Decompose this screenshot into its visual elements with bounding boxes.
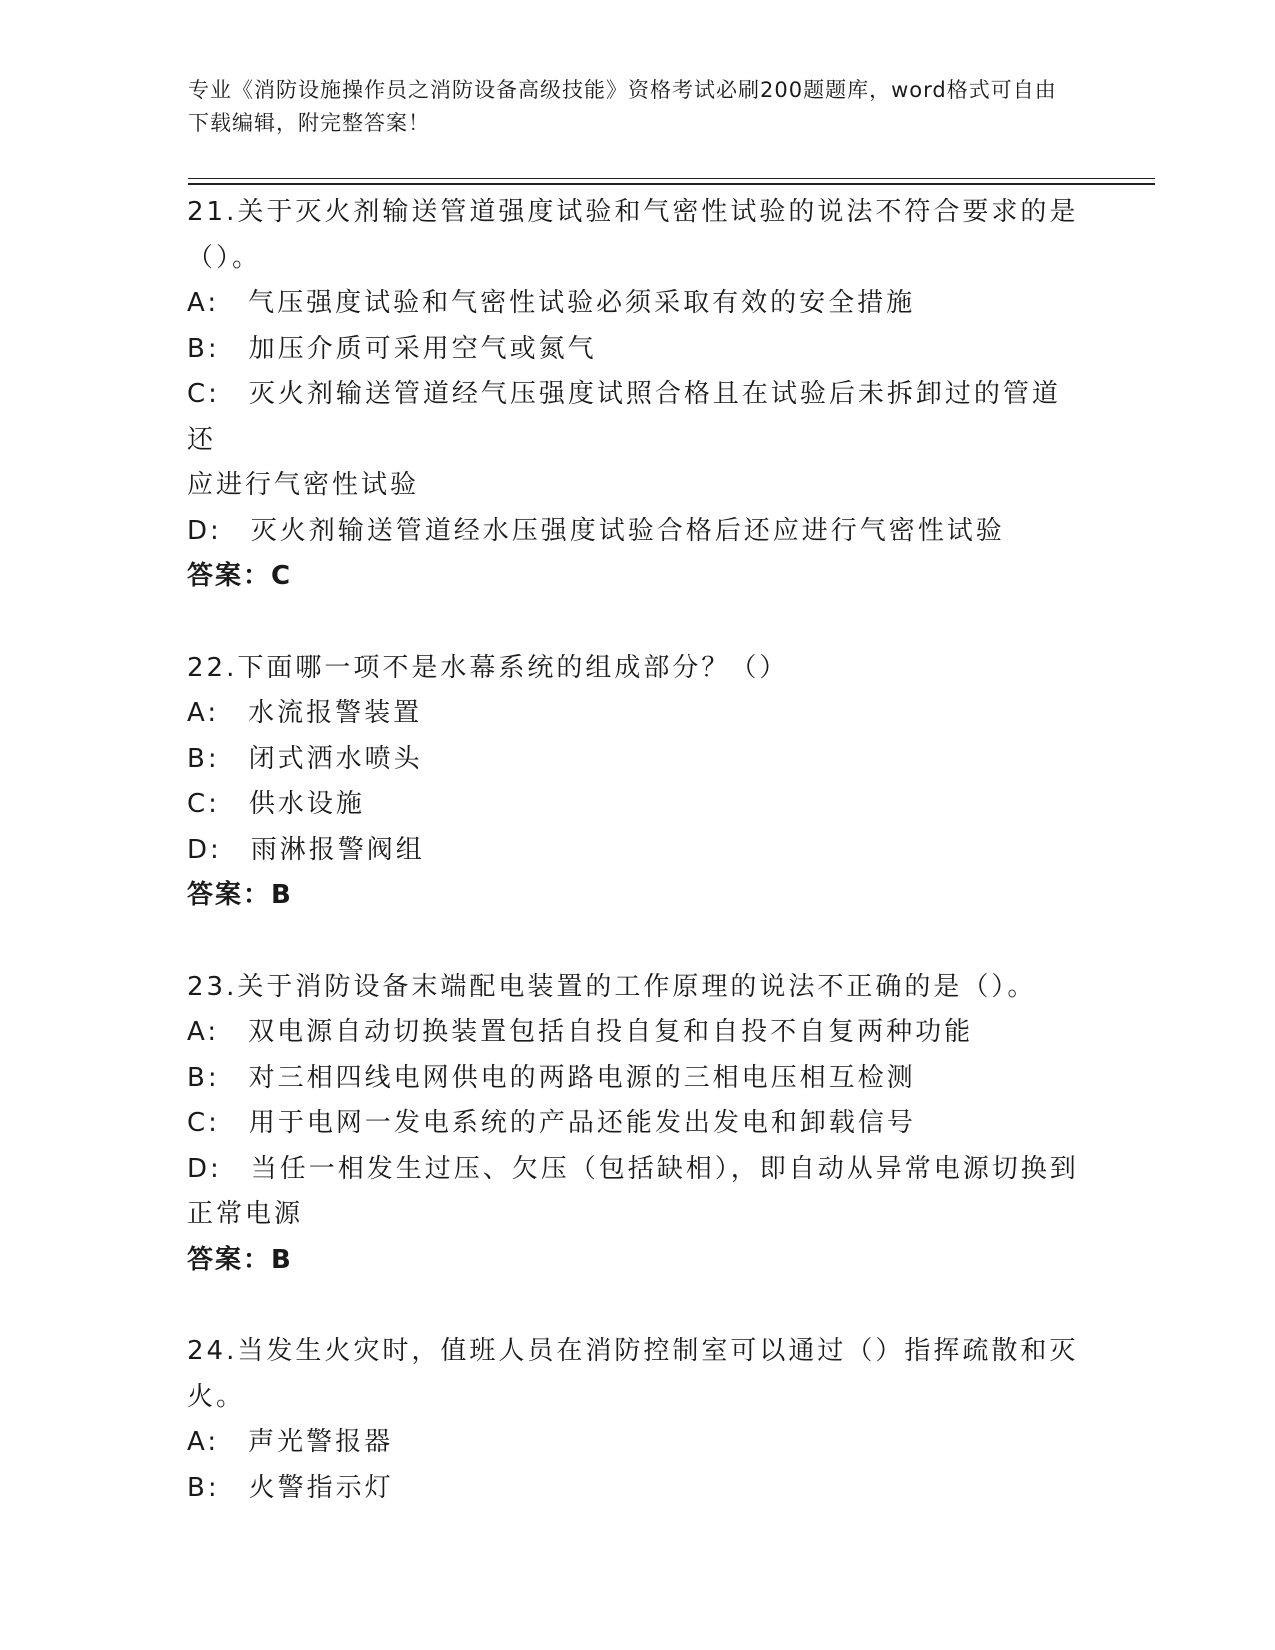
question-stem: 22.下面哪一项不是水幕系统的组成部分？（） bbox=[187, 652, 789, 683]
answer-label: 答案： bbox=[187, 561, 272, 591]
option-a: A: 声光警报器 bbox=[187, 1427, 394, 1457]
option-d: D: 当任一相发生过压、欠压（包括缺相），即自动从异常电源切换到 bbox=[187, 1153, 1079, 1184]
question-stem: 23.关于消防设备末端配电装置的工作原理的说法不正确的是（）。 bbox=[187, 971, 1037, 1002]
question-item bbox=[187, 646, 1087, 919]
option-b: B: 闭式洒水喷头 bbox=[187, 743, 423, 774]
option-d-continued: 正常电源 bbox=[187, 1199, 304, 1229]
question-stem: 21.关于灭火剂输送管道强度试验和气密性试验的说法不符合要求的是 bbox=[187, 197, 1079, 227]
answer-value: B bbox=[271, 880, 293, 910]
header-divider-thin bbox=[188, 178, 1155, 179]
option-d: D: 灭火剂输送管道经水压强度试验合格后还应进行气密性试验 bbox=[187, 515, 1005, 546]
option-c: C: 供水设施 bbox=[187, 789, 365, 819]
question-stem: （）。 bbox=[187, 242, 262, 273]
option-b: B: 对三相四线电网供电的两路电源的三相电压相互检测 bbox=[187, 1062, 916, 1093]
answer-label: 答案： bbox=[187, 1244, 272, 1275]
question-item bbox=[187, 965, 1087, 1284]
answer-row bbox=[187, 873, 1087, 919]
option-a: A: 双电源自动切换装置包括自投自复和自投不自复两种功能 bbox=[187, 1017, 974, 1047]
option-a: A: 水流报警装置 bbox=[187, 698, 423, 728]
document-header-title: 专业《消防设施操作员之消防设备高级技能》资格考试必刷200题题库，word格式可自由下载编辑，附完整答案！ bbox=[188, 78, 1057, 135]
option-a: A: 气压强度试验和气密性试验必须采取有效的安全措施 bbox=[187, 288, 916, 318]
question-list bbox=[187, 190, 1087, 1557]
option-c: C: 用于电网一发电系统的产品还能发出发电和卸载信号 bbox=[187, 1108, 916, 1138]
answer-value: C bbox=[271, 561, 293, 591]
header-divider-thick bbox=[188, 183, 1155, 185]
option-b: B: 火警指示灯 bbox=[187, 1472, 394, 1503]
option-c-continued: 应进行气密性试验 bbox=[187, 470, 420, 500]
option-c: C: 灭火剂输送管道经气压强度试照合格且在试验后未拆卸过的管道还 bbox=[187, 379, 1061, 455]
answer-row bbox=[187, 554, 1087, 600]
answer-row bbox=[187, 1238, 1087, 1284]
answer-value: B bbox=[271, 1244, 293, 1275]
question-stem: 火。 bbox=[187, 1381, 246, 1412]
option-b: B: 加压介质可采用空气或氮气 bbox=[187, 333, 597, 364]
answer-label: 答案： bbox=[187, 880, 272, 910]
question-stem: 24.当发生火灾时，值班人员在消防控制室可以通过（）指挥疏散和灭 bbox=[187, 1336, 1079, 1366]
question-item bbox=[187, 190, 1087, 600]
question-item bbox=[187, 1329, 1087, 1511]
option-d: D: 雨淋报警阀组 bbox=[187, 834, 425, 865]
